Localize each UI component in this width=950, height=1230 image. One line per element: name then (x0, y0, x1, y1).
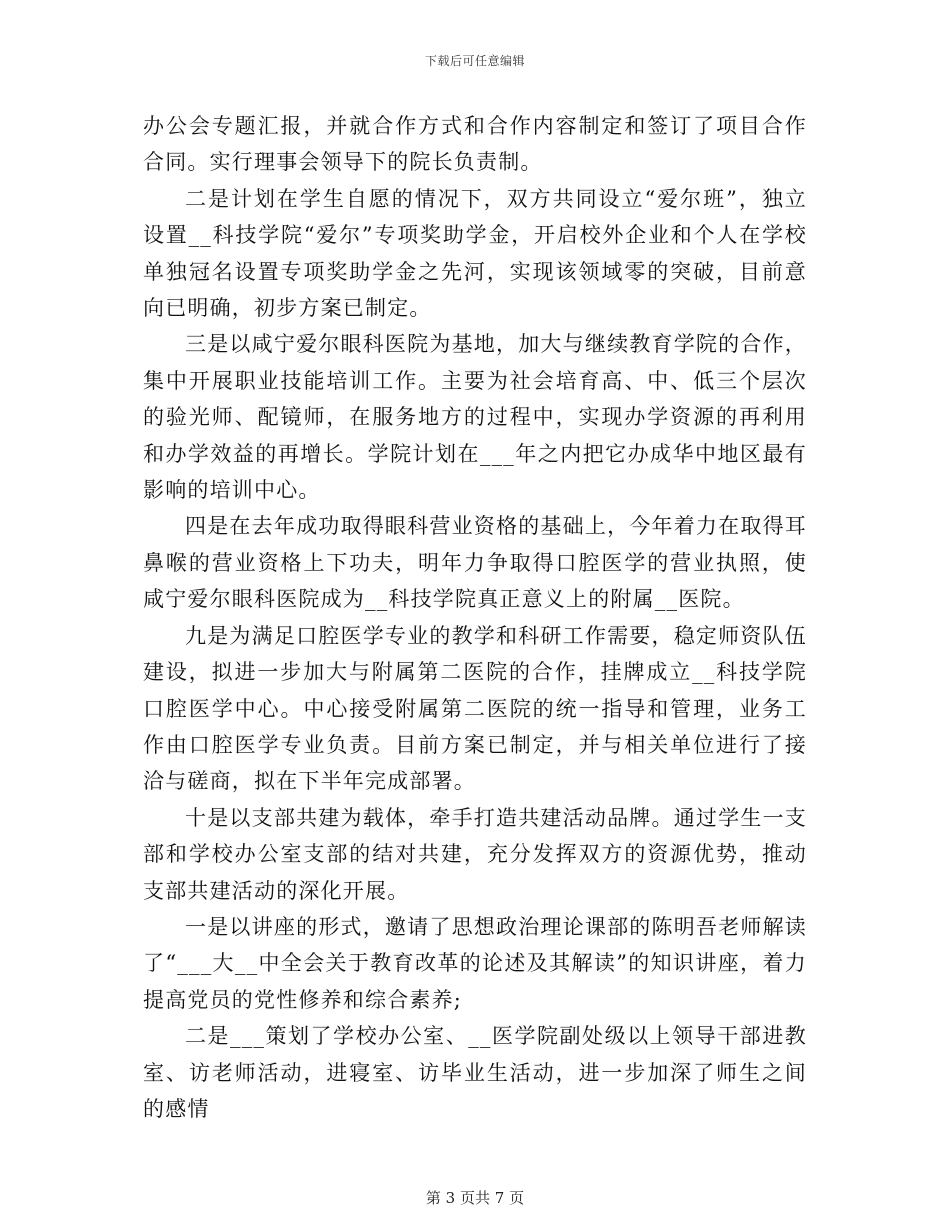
paragraph-visits: 二是___策划了学校办公室、__医学院副处级以上领导干部进教室、访老师活动，进寝室、访毕业生活动，进一步加深了师生之间的感情 (143, 1024, 807, 1121)
paragraph-training-center: 三是以咸宁爱尔眼科医院为基地，加大与继续教育学院的合作，集中开展职业技能培训工作。主要为社会培育高、中、低三个层次的验光师、配镜师，在服务地方的过程中，实现办学资源的再利用和办学效益的再增长。学院计划在___年之内把它办成华中地区最有影响的培训中心。 (143, 332, 807, 503)
page-header-note: 下载后可任意编辑 (424, 54, 525, 68)
paragraph-lecture: 一是以讲座的形式，邀请了思想政治理论课部的陈明吾老师解读了“___大__中全会关于教育改革的论述及其解读”的知识讲座，着力提高党员的党性修养和综合素养; (143, 914, 807, 1012)
paragraph-party-branch: 十是以支部共建为载体，牵手打造共建活动品牌。通过学生一支部和学校办公室支部的结对共建，充分发挥双方的资源优势，推动支部共建活动的深化开展。 (143, 805, 807, 903)
paragraph-continued: 办公会专题汇报，并就合作方式和合作内容制定和签订了项目合作合同。实行理事会领导下的院长负责制。 (143, 114, 807, 175)
paragraph-stomatology-center: 九是为满足口腔医学专业的教学和科研工作需要，稳定师资队伍建设，拟进一步加大与附属第二医院的合作，挂牌成立__科技学院口腔医学中心。中心接受附属第二医院的统一指导和管理，业务工作由口腔医学专业负责。目前方案已制定，并与相关单位进行了接洽与磋商，拟在下半年完成部署。 (143, 623, 807, 794)
page-number: 第 3 页共 7 页 (425, 1189, 525, 1207)
paragraph-aier-class: 二是计划在学生自愿的情况下，双方共同设立“爱尔班”，独立设置__科技学院“爱尔”专项奖助学金，开启校外企业和个人在学校单独冠名设置专项奖助学金之先河，实现该领域零的突破，目前意向已明确，初步方案已制定。 (143, 186, 807, 321)
document-body (143, 108, 807, 1127)
paragraph-business-license: 四是在去年成功取得眼科营业资格的基础上，今年着力在取得耳鼻喉的营业资格上下功夫，明年力争取得口腔医学的营业执照，使咸宁爱尔眼科医院成为__科技学院真正意义上的附属__医院。 (143, 514, 807, 612)
